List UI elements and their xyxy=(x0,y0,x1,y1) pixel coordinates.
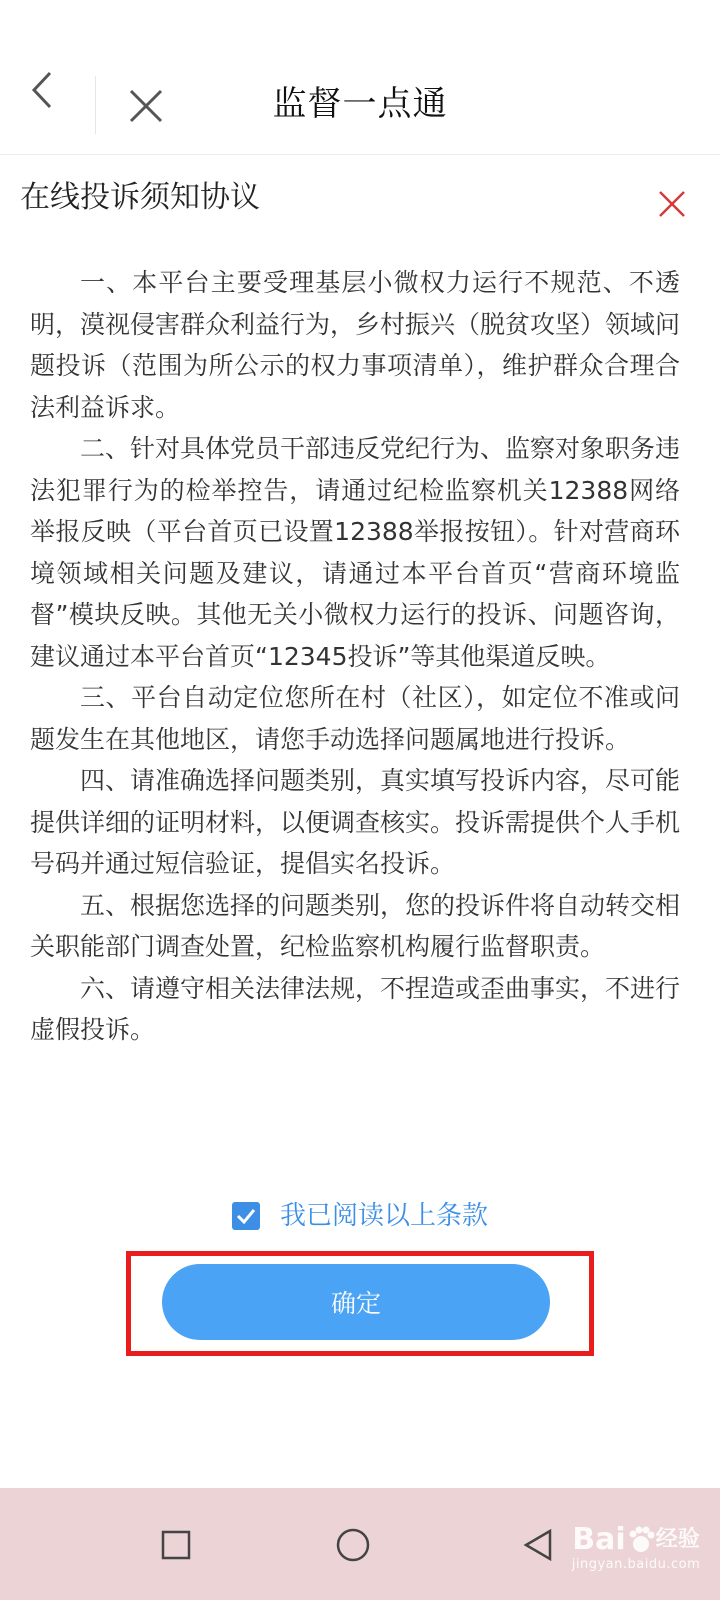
watermark-brand: Bai xyxy=(572,1521,626,1557)
page-title: 监督一点通 xyxy=(272,84,448,124)
agree-label[interactable]: 我已阅读以上条款 xyxy=(279,1201,488,1231)
recent-apps-button[interactable] xyxy=(141,1510,211,1580)
agreement-paragraph: 六、请遵守相关法律法规，不捏造或歪曲事实，不进行虚假投诉。 xyxy=(30,973,681,1044)
watermark-brand-suffix: 经验 xyxy=(655,1526,700,1552)
dialog-close-button[interactable] xyxy=(652,184,692,224)
confirm-button[interactable]: 确定 xyxy=(162,1264,550,1340)
paw-icon xyxy=(626,1525,656,1555)
agreement-content xyxy=(30,262,680,1051)
recent-apps-icon xyxy=(161,1530,191,1560)
agree-checkbox[interactable] xyxy=(232,1202,260,1230)
agreement-paragraph: 四、请准确选择问题类别，真实填写投诉内容，尽可能提供详细的证明材料，以便调查核实。投诉需提供个人手机号码并通过短信验证，提倡实名投诉。 xyxy=(30,766,681,878)
agreement-paragraph: 一、本平台主要受理基层小微权力运行不规范、不透明，漠视侵害群众利益行为，乡村振兴（脱贫攻坚）领域问题投诉（范围为所公示的权力事项清单），维护群众合理合法利益诉求。 xyxy=(30,268,681,422)
home-button[interactable] xyxy=(318,1510,388,1580)
close-icon xyxy=(658,190,686,218)
agreement-paragraph: 二、针对具体党员干部违反党纪行为、监察对象职务违法犯罪行为的检举控告，请通过纪检监察机关12388网络举报反映（平台首页已设置12388举报按钮）。针对营商环境领域相关问题及建议，请通过本平台首页“营商环境监督”模块反映。其他无关小微权力运行的投诉、问题咨询，建议通过本平台首页“12345投诉”等其他渠道反映。 xyxy=(30,434,681,671)
back-triangle-icon xyxy=(522,1528,554,1562)
agreement-paragraph: 三、平台自动定位您所在村（社区），如定位不准或问题发生在其他地区，请您手动选择问题属地进行投诉。 xyxy=(30,683,680,754)
watermark-url: jingyan.baidu.com xyxy=(571,1556,701,1572)
home-icon xyxy=(335,1527,371,1563)
checkmark-icon xyxy=(236,1208,256,1224)
baidu-jingyan-watermark xyxy=(552,1508,720,1586)
agree-row xyxy=(0,1194,720,1238)
agreement-paragraph: 五、根据您选择的问题类别，您的投诉件将自动转交相关职能部门调查处置，纪检监察机构履行监督职责。 xyxy=(30,890,681,961)
top-app-bar xyxy=(0,0,720,155)
dialog-title: 在线投诉须知协议 xyxy=(20,180,260,215)
